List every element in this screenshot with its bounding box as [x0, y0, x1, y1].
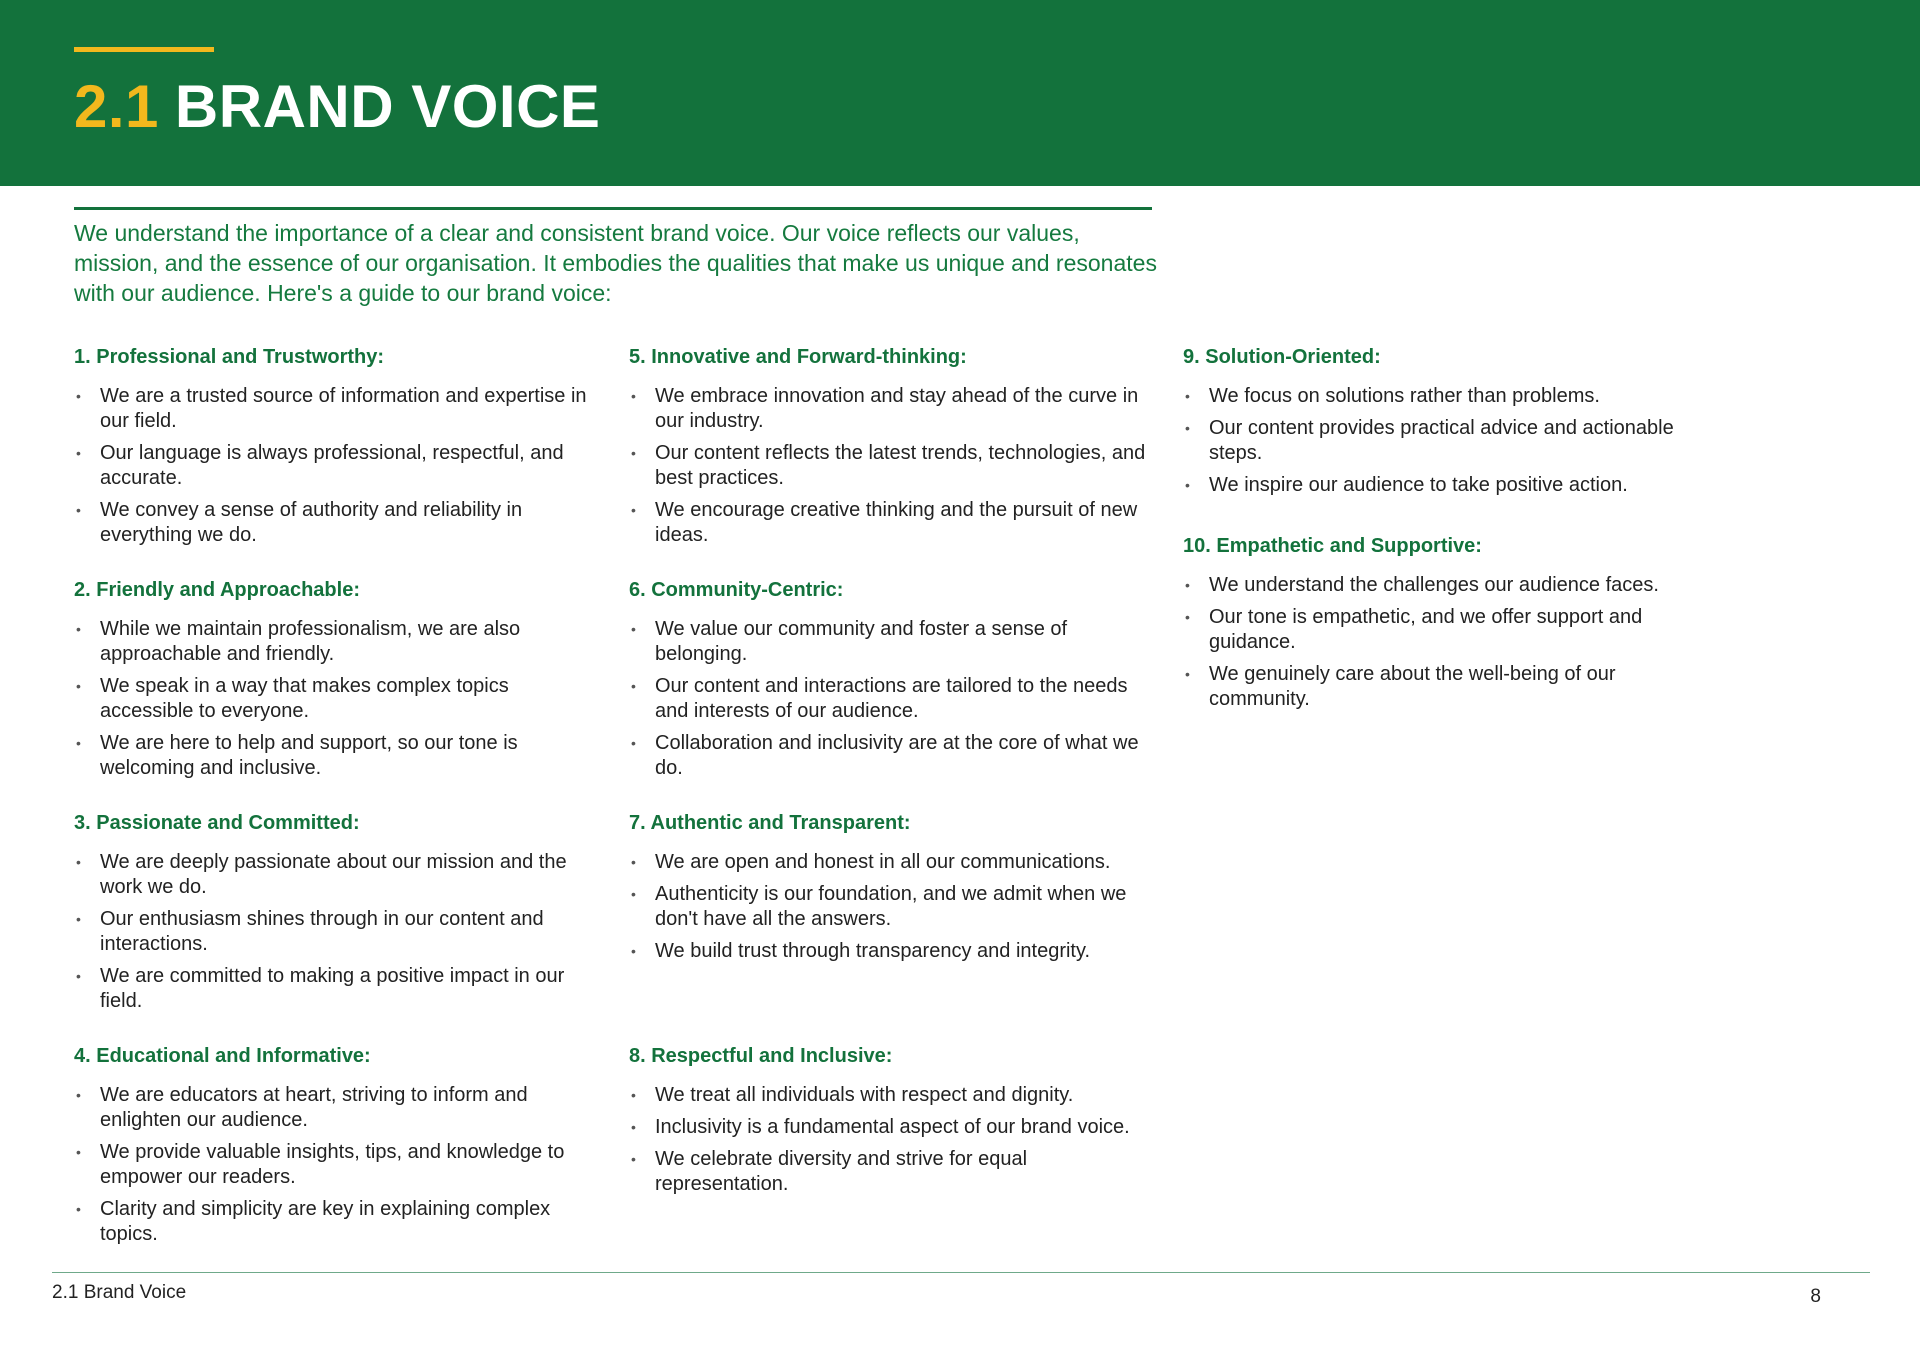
bullet-item	[1183, 573, 1703, 598]
bullet-dot-icon: •	[1185, 477, 1190, 493]
bullet-item	[629, 1147, 1159, 1197]
bullet-item	[74, 731, 594, 781]
voice-section-title: 6. Community-Centric:	[629, 579, 844, 601]
footer-divider	[52, 1272, 1870, 1273]
bullet-item	[74, 1197, 594, 1247]
bullet-list	[629, 617, 1159, 781]
voice-section	[74, 810, 594, 1043]
bullet-text: We are deeply passionate about our mission and the work we do.	[100, 851, 567, 898]
bullet-item	[74, 441, 594, 491]
header-band	[0, 0, 1920, 186]
bullet-text: Our content provides practical advice and actionable steps.	[1209, 417, 1674, 464]
bullet-item	[74, 964, 594, 1014]
bullet-list	[74, 384, 594, 548]
bullet-item	[629, 674, 1159, 724]
voice-section	[629, 1043, 1159, 1276]
bullet-item	[74, 1083, 594, 1133]
bullet-item	[74, 850, 594, 900]
bullet-list	[629, 1083, 1159, 1197]
bullet-dot-icon: •	[76, 388, 81, 404]
bullet-text: Our content reflects the latest trends, technologies, and best practices.	[655, 442, 1146, 489]
bullet-dot-icon: •	[1185, 577, 1190, 593]
bullet-item	[629, 850, 1159, 875]
bullet-text: We convey a sense of authority and reliability in everything we do.	[100, 499, 523, 546]
column-3	[1183, 344, 1703, 766]
bullet-text: Collaboration and inclusivity are at the core of what we do.	[655, 732, 1139, 779]
voice-section	[1183, 533, 1703, 766]
voice-section-title: 7. Authentic and Transparent:	[629, 812, 911, 834]
voice-section-title: 9. Solution-Oriented:	[1183, 346, 1381, 368]
bullet-item	[629, 939, 1159, 964]
voice-section-title: 8. Respectful and Inclusive:	[629, 1045, 893, 1067]
bullet-item	[629, 617, 1159, 667]
bullet-text: Inclusivity is a fundamental aspect of our brand voice.	[655, 1116, 1130, 1138]
voice-section-title: 4. Educational and Informative:	[74, 1045, 371, 1067]
voice-section-title: 3. Passionate and Committed:	[74, 812, 360, 834]
bullet-dot-icon: •	[1185, 609, 1190, 625]
bullet-text: We understand the challenges our audience faces.	[1209, 574, 1659, 596]
voice-section-title: 1. Professional and Trustworthy:	[74, 346, 385, 368]
column-2	[629, 344, 1159, 1276]
bullet-list	[74, 617, 594, 781]
section-number: 2.1	[74, 73, 159, 140]
bullet-dot-icon: •	[76, 445, 81, 461]
bullet-item	[1183, 662, 1703, 712]
bullet-list	[74, 1083, 594, 1247]
bullet-text: We embrace innovation and stay ahead of the curve in our industry.	[655, 385, 1139, 432]
bullet-text: We are open and honest in all our communications.	[655, 851, 1111, 873]
bullet-dot-icon: •	[76, 968, 81, 984]
bullet-dot-icon: •	[631, 854, 636, 870]
bullet-item	[629, 1115, 1159, 1140]
bullet-item	[629, 384, 1159, 434]
bullet-item	[1183, 605, 1703, 655]
bullet-item	[629, 731, 1159, 781]
bullet-dot-icon: •	[76, 1087, 81, 1103]
voice-section	[74, 1043, 594, 1276]
bullet-text: We value our community and foster a sense of belonging.	[655, 618, 1068, 665]
bullet-text: We treat all individuals with respect and dignity.	[655, 1084, 1074, 1106]
bullet-list	[1183, 384, 1703, 498]
bullet-dot-icon: •	[631, 388, 636, 404]
bullet-item	[629, 441, 1159, 491]
bullet-list	[74, 850, 594, 1014]
bullet-dot-icon: •	[631, 735, 636, 751]
voice-section	[629, 810, 1159, 1043]
section-title-text: BRAND VOICE	[174, 73, 601, 140]
bullet-dot-icon: •	[631, 502, 636, 518]
bullet-item	[74, 498, 594, 548]
bullet-text: We encourage creative thinking and the pursuit of new ideas.	[655, 499, 1138, 546]
bullet-item	[74, 907, 594, 957]
bullet-text: Our tone is empathetic, and we offer support and guidance.	[1209, 606, 1643, 653]
voice-section	[629, 344, 1159, 577]
bullet-dot-icon: •	[631, 886, 636, 902]
intro-paragraph: We understand the importance of a clear and consistent brand voice. Our voice reflects our values, mission, and the essence of our organisation. It embodies the qualities that make us unique and resonates with our audience. Here's a guide to our brand voice:	[74, 220, 1157, 306]
bullet-dot-icon: •	[631, 1119, 636, 1135]
bullet-item	[1183, 384, 1703, 409]
bullet-dot-icon: •	[631, 678, 636, 694]
bullet-text: While we maintain professionalism, we are also approachable and friendly.	[100, 618, 521, 665]
bullet-dot-icon: •	[76, 1144, 81, 1160]
bullet-dot-icon: •	[1185, 388, 1190, 404]
bullet-dot-icon: •	[76, 621, 81, 637]
page-number: 8	[1810, 1286, 1821, 1307]
bullet-dot-icon: •	[631, 445, 636, 461]
bullet-text: We celebrate diversity and strive for equal representation.	[655, 1148, 1028, 1195]
bullet-dot-icon: •	[1185, 666, 1190, 682]
bullet-dot-icon: •	[76, 1201, 81, 1217]
bullet-text: We speak in a way that makes complex topics accessible to everyone.	[100, 675, 509, 722]
bullet-text: We are committed to making a positive impact in our field.	[100, 965, 565, 1012]
bullet-text: We inspire our audience to take positive action.	[1209, 474, 1628, 496]
bullet-item	[74, 674, 594, 724]
bullet-item	[629, 498, 1159, 548]
bullet-list	[1183, 573, 1703, 712]
voice-section	[74, 344, 594, 577]
bullet-dot-icon: •	[76, 854, 81, 870]
bullet-text: Our language is always professional, respectful, and accurate.	[100, 442, 564, 489]
bullet-dot-icon: •	[76, 678, 81, 694]
header-accent-bar	[74, 47, 214, 52]
bullet-dot-icon: •	[631, 1151, 636, 1167]
voice-section-title: 10. Empathetic and Supportive:	[1183, 535, 1482, 557]
bullet-item	[629, 1083, 1159, 1108]
bullet-item	[74, 617, 594, 667]
bullet-text: We focus on solutions rather than problems.	[1209, 385, 1600, 407]
voice-section	[74, 577, 594, 810]
bullet-text: We are a trusted source of information and expertise in our field.	[100, 385, 587, 432]
bullet-list	[629, 384, 1159, 548]
column-1	[74, 344, 594, 1276]
voice-section	[1183, 344, 1703, 533]
bullet-text: Our content and interactions are tailored to the needs and interests of our audience.	[655, 675, 1128, 722]
bullet-dot-icon: •	[76, 735, 81, 751]
bullet-text: We are educators at heart, striving to inform and enlighten our audience.	[100, 1084, 528, 1131]
bullet-item	[74, 384, 594, 434]
voice-section	[629, 577, 1159, 810]
bullet-item	[629, 882, 1159, 932]
bullet-text: Clarity and simplicity are key in explaining complex topics.	[100, 1198, 551, 1245]
bullet-item	[1183, 473, 1703, 498]
bullet-dot-icon: •	[76, 502, 81, 518]
bullet-text: We build trust through transparency and integrity.	[655, 940, 1091, 962]
bullet-dot-icon: •	[631, 1087, 636, 1103]
page-title	[74, 72, 600, 142]
intro-divider	[74, 207, 1152, 210]
bullet-dot-icon: •	[1185, 420, 1190, 436]
bullet-list	[629, 850, 1159, 964]
bullet-item	[74, 1140, 594, 1190]
bullet-text: Our enthusiasm shines through in our content and interactions.	[100, 908, 544, 955]
bullet-item	[1183, 416, 1703, 466]
bullet-text: We are here to help and support, so our tone is welcoming and inclusive.	[100, 732, 518, 779]
bullet-text: We provide valuable insights, tips, and knowledge to empower our readers.	[100, 1141, 565, 1188]
bullet-text: Authenticity is our foundation, and we admit when we don't have all the answers.	[655, 883, 1127, 930]
bullet-dot-icon: •	[76, 911, 81, 927]
bullet-dot-icon: •	[631, 943, 636, 959]
voice-section-title: 5. Innovative and Forward-thinking:	[629, 346, 967, 368]
voice-section-title: 2. Friendly and Approachable:	[74, 579, 360, 601]
footer-section-label: 2.1 Brand Voice	[52, 1282, 187, 1303]
bullet-dot-icon: •	[631, 621, 636, 637]
bullet-text: We genuinely care about the well-being of our community.	[1209, 663, 1616, 710]
